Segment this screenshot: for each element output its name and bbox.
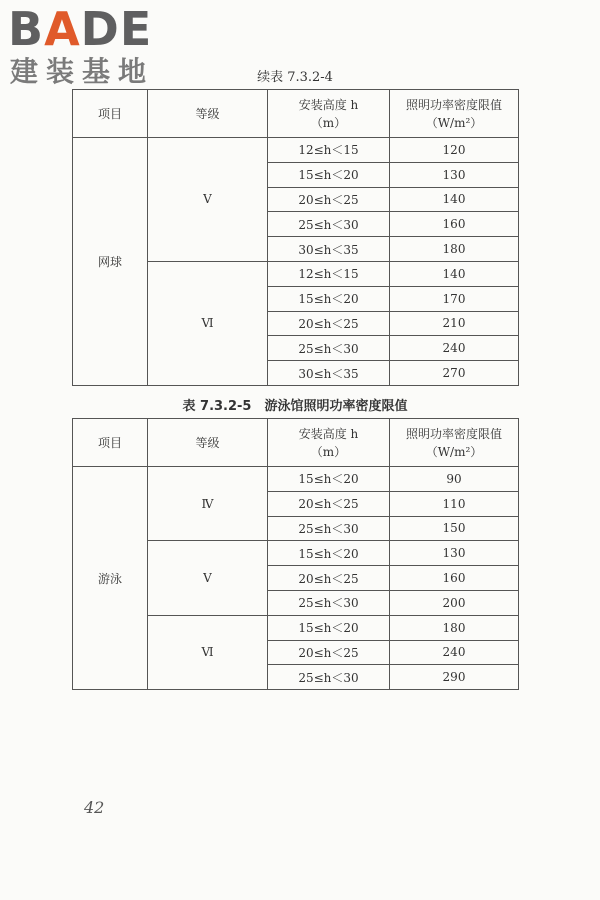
height-range-cell: 30≤h＜35 — [268, 361, 390, 386]
density-value-cell: 180 — [390, 237, 519, 262]
density-value-cell: 160 — [390, 212, 519, 237]
density-value-cell: 270 — [390, 361, 519, 386]
header-height — [268, 419, 390, 467]
height-range-cell: 15≤h＜20 — [268, 162, 390, 187]
header-height-line1: 安装高度 h — [298, 426, 359, 441]
density-value-cell: 140 — [390, 261, 519, 286]
header-height-line1: 安装高度 h — [298, 97, 359, 112]
density-value-cell: 240 — [390, 336, 519, 361]
height-range-cell: 15≤h＜20 — [268, 615, 390, 640]
height-range-cell: 20≤h＜25 — [268, 566, 390, 591]
page-number: 42 — [84, 798, 105, 817]
header-density-line2: （W/m²） — [425, 115, 483, 130]
header-density-line1: 照明功率密度限值 — [405, 426, 502, 441]
density-value-cell: 110 — [390, 491, 519, 516]
density-value-cell: 150 — [390, 516, 519, 541]
height-range-cell: 15≤h＜20 — [268, 286, 390, 311]
height-range-cell: 25≤h＜30 — [268, 516, 390, 541]
density-value-cell: 120 — [390, 138, 519, 163]
grade-cell: Ⅳ — [148, 467, 268, 541]
height-range-cell: 20≤h＜25 — [268, 311, 390, 336]
header-grade: 等级 — [148, 90, 268, 138]
height-range-cell: 12≤h＜15 — [268, 261, 390, 286]
header-grade: 等级 — [148, 419, 268, 467]
density-value-cell: 240 — [390, 640, 519, 665]
height-range-cell: 15≤h＜20 — [268, 467, 390, 492]
density-value-cell: 140 — [390, 187, 519, 212]
density-value-cell: 130 — [390, 162, 519, 187]
project-cell: 网球 — [73, 138, 148, 386]
table-row — [73, 138, 519, 163]
density-value-cell: 180 — [390, 615, 519, 640]
table-row — [73, 467, 519, 492]
table-body — [73, 138, 519, 386]
height-range-cell: 25≤h＜30 — [268, 665, 390, 690]
table-caption: 表 7.3.2-5 游泳馆照明功率密度限值 — [182, 399, 408, 414]
density-value-cell: 130 — [390, 541, 519, 566]
header-density — [390, 419, 519, 467]
table-header-row — [73, 419, 519, 467]
logo-letter-a: A — [44, 2, 81, 56]
density-value-cell: 200 — [390, 590, 519, 615]
grade-cell: Ⅴ — [148, 541, 268, 615]
grade-cell: Ⅵ — [148, 261, 268, 385]
header-height — [268, 90, 390, 138]
density-value-cell: 90 — [390, 467, 519, 492]
project-cell: 游泳 — [73, 467, 148, 690]
tennis-lighting-table — [72, 89, 519, 386]
height-range-cell: 20≤h＜25 — [268, 640, 390, 665]
logo-chinese-text: 建装基地 — [10, 55, 155, 88]
header-height-line2: （m） — [310, 115, 347, 130]
height-range-cell: 25≤h＜30 — [268, 336, 390, 361]
table-header-row — [73, 90, 519, 138]
height-range-cell: 20≤h＜25 — [268, 187, 390, 212]
header-height-line2: （m） — [310, 444, 347, 459]
header-density — [390, 90, 519, 138]
logo-letters-de: DE — [80, 2, 153, 56]
header-project: 项目 — [73, 90, 148, 138]
height-range-cell: 20≤h＜25 — [268, 491, 390, 516]
height-range-cell: 12≤h＜15 — [268, 138, 390, 163]
density-value-cell: 160 — [390, 566, 519, 591]
table-body — [73, 467, 519, 690]
height-range-cell: 25≤h＜30 — [268, 212, 390, 237]
height-range-cell: 25≤h＜30 — [268, 590, 390, 615]
logo-letter-b: B — [8, 2, 45, 56]
header-project: 项目 — [73, 419, 148, 467]
swimming-lighting-table — [72, 418, 519, 690]
logo-latin-text — [8, 4, 152, 54]
density-value-cell: 170 — [390, 286, 519, 311]
grade-cell: Ⅴ — [148, 138, 268, 262]
grade-cell: Ⅵ — [148, 615, 268, 689]
header-density-line2: （W/m²） — [425, 444, 483, 459]
height-range-cell: 15≤h＜20 — [268, 541, 390, 566]
density-value-cell: 290 — [390, 665, 519, 690]
table-continued-caption: 续表 7.3.2-4 — [257, 70, 333, 85]
density-value-cell: 210 — [390, 311, 519, 336]
height-range-cell: 30≤h＜35 — [268, 237, 390, 262]
header-density-line1: 照明功率密度限值 — [405, 97, 502, 112]
